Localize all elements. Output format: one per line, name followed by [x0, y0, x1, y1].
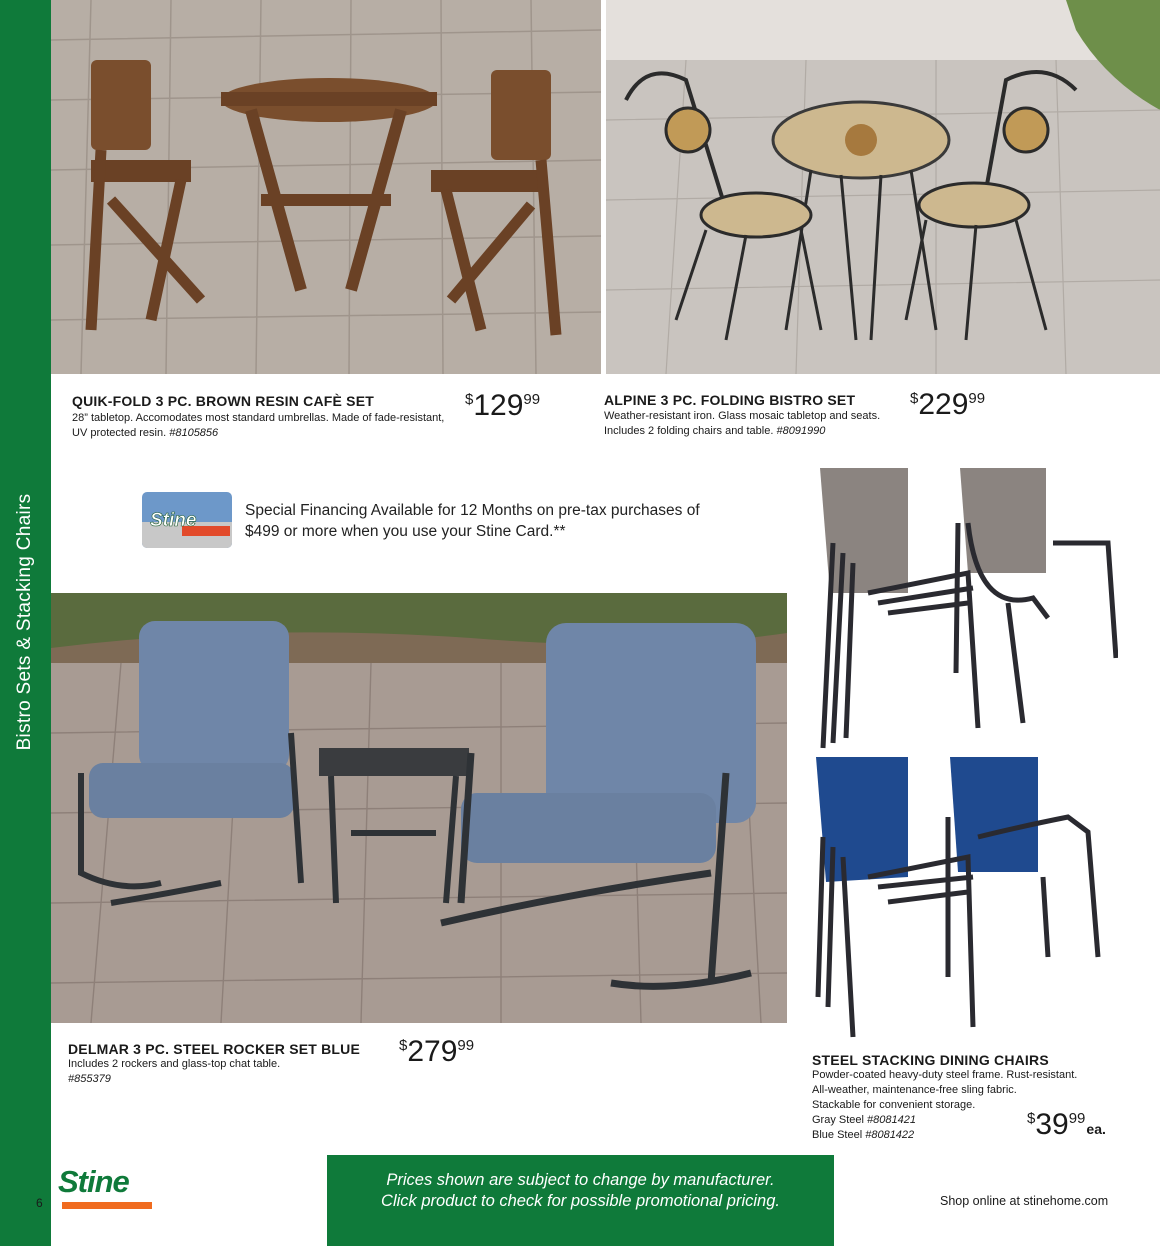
section-title: Bistro Sets & Stacking Chairs	[14, 493, 35, 751]
quikfold-description	[72, 411, 462, 441]
alpine-description	[604, 409, 904, 439]
delmar-price	[399, 1037, 474, 1067]
delmar-sku: #855379	[68, 1073, 111, 1085]
price-dollars: 39	[1035, 1108, 1069, 1141]
logo-underline	[62, 1202, 152, 1209]
price-cents: 99	[457, 1037, 475, 1054]
stine-card-image	[142, 492, 232, 548]
price-currency: $	[1027, 1110, 1036, 1127]
variant-blue-label: Blue Steel	[812, 1129, 863, 1141]
stine-logo[interactable]	[58, 1164, 158, 1210]
quikfold-title[interactable]: QUIK-FOLD 3 PC. BROWN RESIN CAFÈ SET	[72, 393, 374, 409]
blue-stacking-chairs-photo[interactable]	[808, 757, 1118, 1047]
delmar-title[interactable]: DELMAR 3 PC. STEEL ROCKER SET BLUE	[68, 1041, 361, 1057]
delmar-desc-text: Includes 2 rockers and glass-top chat table.	[68, 1058, 281, 1070]
price-cents: 99	[523, 391, 541, 408]
variant-blue-sku: #8081422	[865, 1129, 915, 1141]
sidebar	[0, 0, 51, 1246]
alpine-sku: #8091990	[776, 425, 826, 437]
alpine-desc-line1: Weather-resistant iron. Glass mosaic tabletop and seats.	[604, 410, 881, 422]
card-brand-text: Stine	[150, 510, 197, 531]
variant-gray-label: Gray Steel	[812, 1114, 864, 1126]
delmar-photo[interactable]	[51, 593, 787, 1023]
stacking-desc-line: All-weather, maintenance-free sling fabric.	[812, 1084, 1017, 1096]
price-cents: 99	[968, 390, 986, 407]
quikfold-price	[465, 391, 540, 421]
price-currency: $	[465, 391, 474, 408]
promo-banner[interactable]	[327, 1155, 834, 1246]
price-cents: 99	[1068, 1110, 1086, 1127]
price-unit: ea.	[1086, 1121, 1106, 1137]
quikfold-desc-text: 28” tabletop. Accomodates most standard umbrellas. Made of fade-resistant, UV protected resin.	[72, 412, 445, 439]
logo-text: Stine	[58, 1164, 129, 1199]
promo-line-2: Click product to check for possible promotional pricing.	[381, 1192, 780, 1210]
stacking-desc-line: Stackable for convenient storage.	[812, 1099, 976, 1111]
price-dollars: 229	[918, 388, 969, 421]
price-dollars: 129	[473, 389, 524, 422]
page-number: 6	[36, 1196, 43, 1210]
alpine-desc-line2: Includes 2 folding chairs and table.	[604, 425, 774, 437]
quikfold-sku: #8105856	[169, 427, 219, 439]
shop-online-link[interactable]: Shop online at stinehome.com	[940, 1194, 1109, 1208]
promo-line-1: Prices shown are subject to change by manufacturer.	[386, 1171, 775, 1189]
stacking-chairs-title[interactable]: STEEL STACKING DINING CHAIRS	[812, 1052, 1049, 1068]
alpine-price	[910, 390, 985, 420]
price-currency: $	[399, 1037, 408, 1054]
quikfold-photo[interactable]	[51, 0, 601, 374]
gray-stacking-chairs-photo[interactable]	[808, 463, 1118, 753]
alpine-photo[interactable]	[606, 0, 1160, 374]
alpine-title[interactable]: ALPINE 3 PC. FOLDING BISTRO SET	[604, 392, 856, 408]
price-currency: $	[910, 390, 919, 407]
price-dollars: 279	[407, 1035, 458, 1068]
variant-gray-sku: #8081421	[867, 1114, 916, 1126]
financing-text: Special Financing Available for 12 Months on pre-tax purchases of $499 or more when you use your Stine Card.**	[245, 502, 700, 540]
stacking-desc-line: Powder-coated heavy-duty steel frame. Rust-resistant.	[812, 1069, 1078, 1081]
stacking-chairs-price	[1027, 1110, 1106, 1140]
delmar-description	[68, 1057, 368, 1087]
